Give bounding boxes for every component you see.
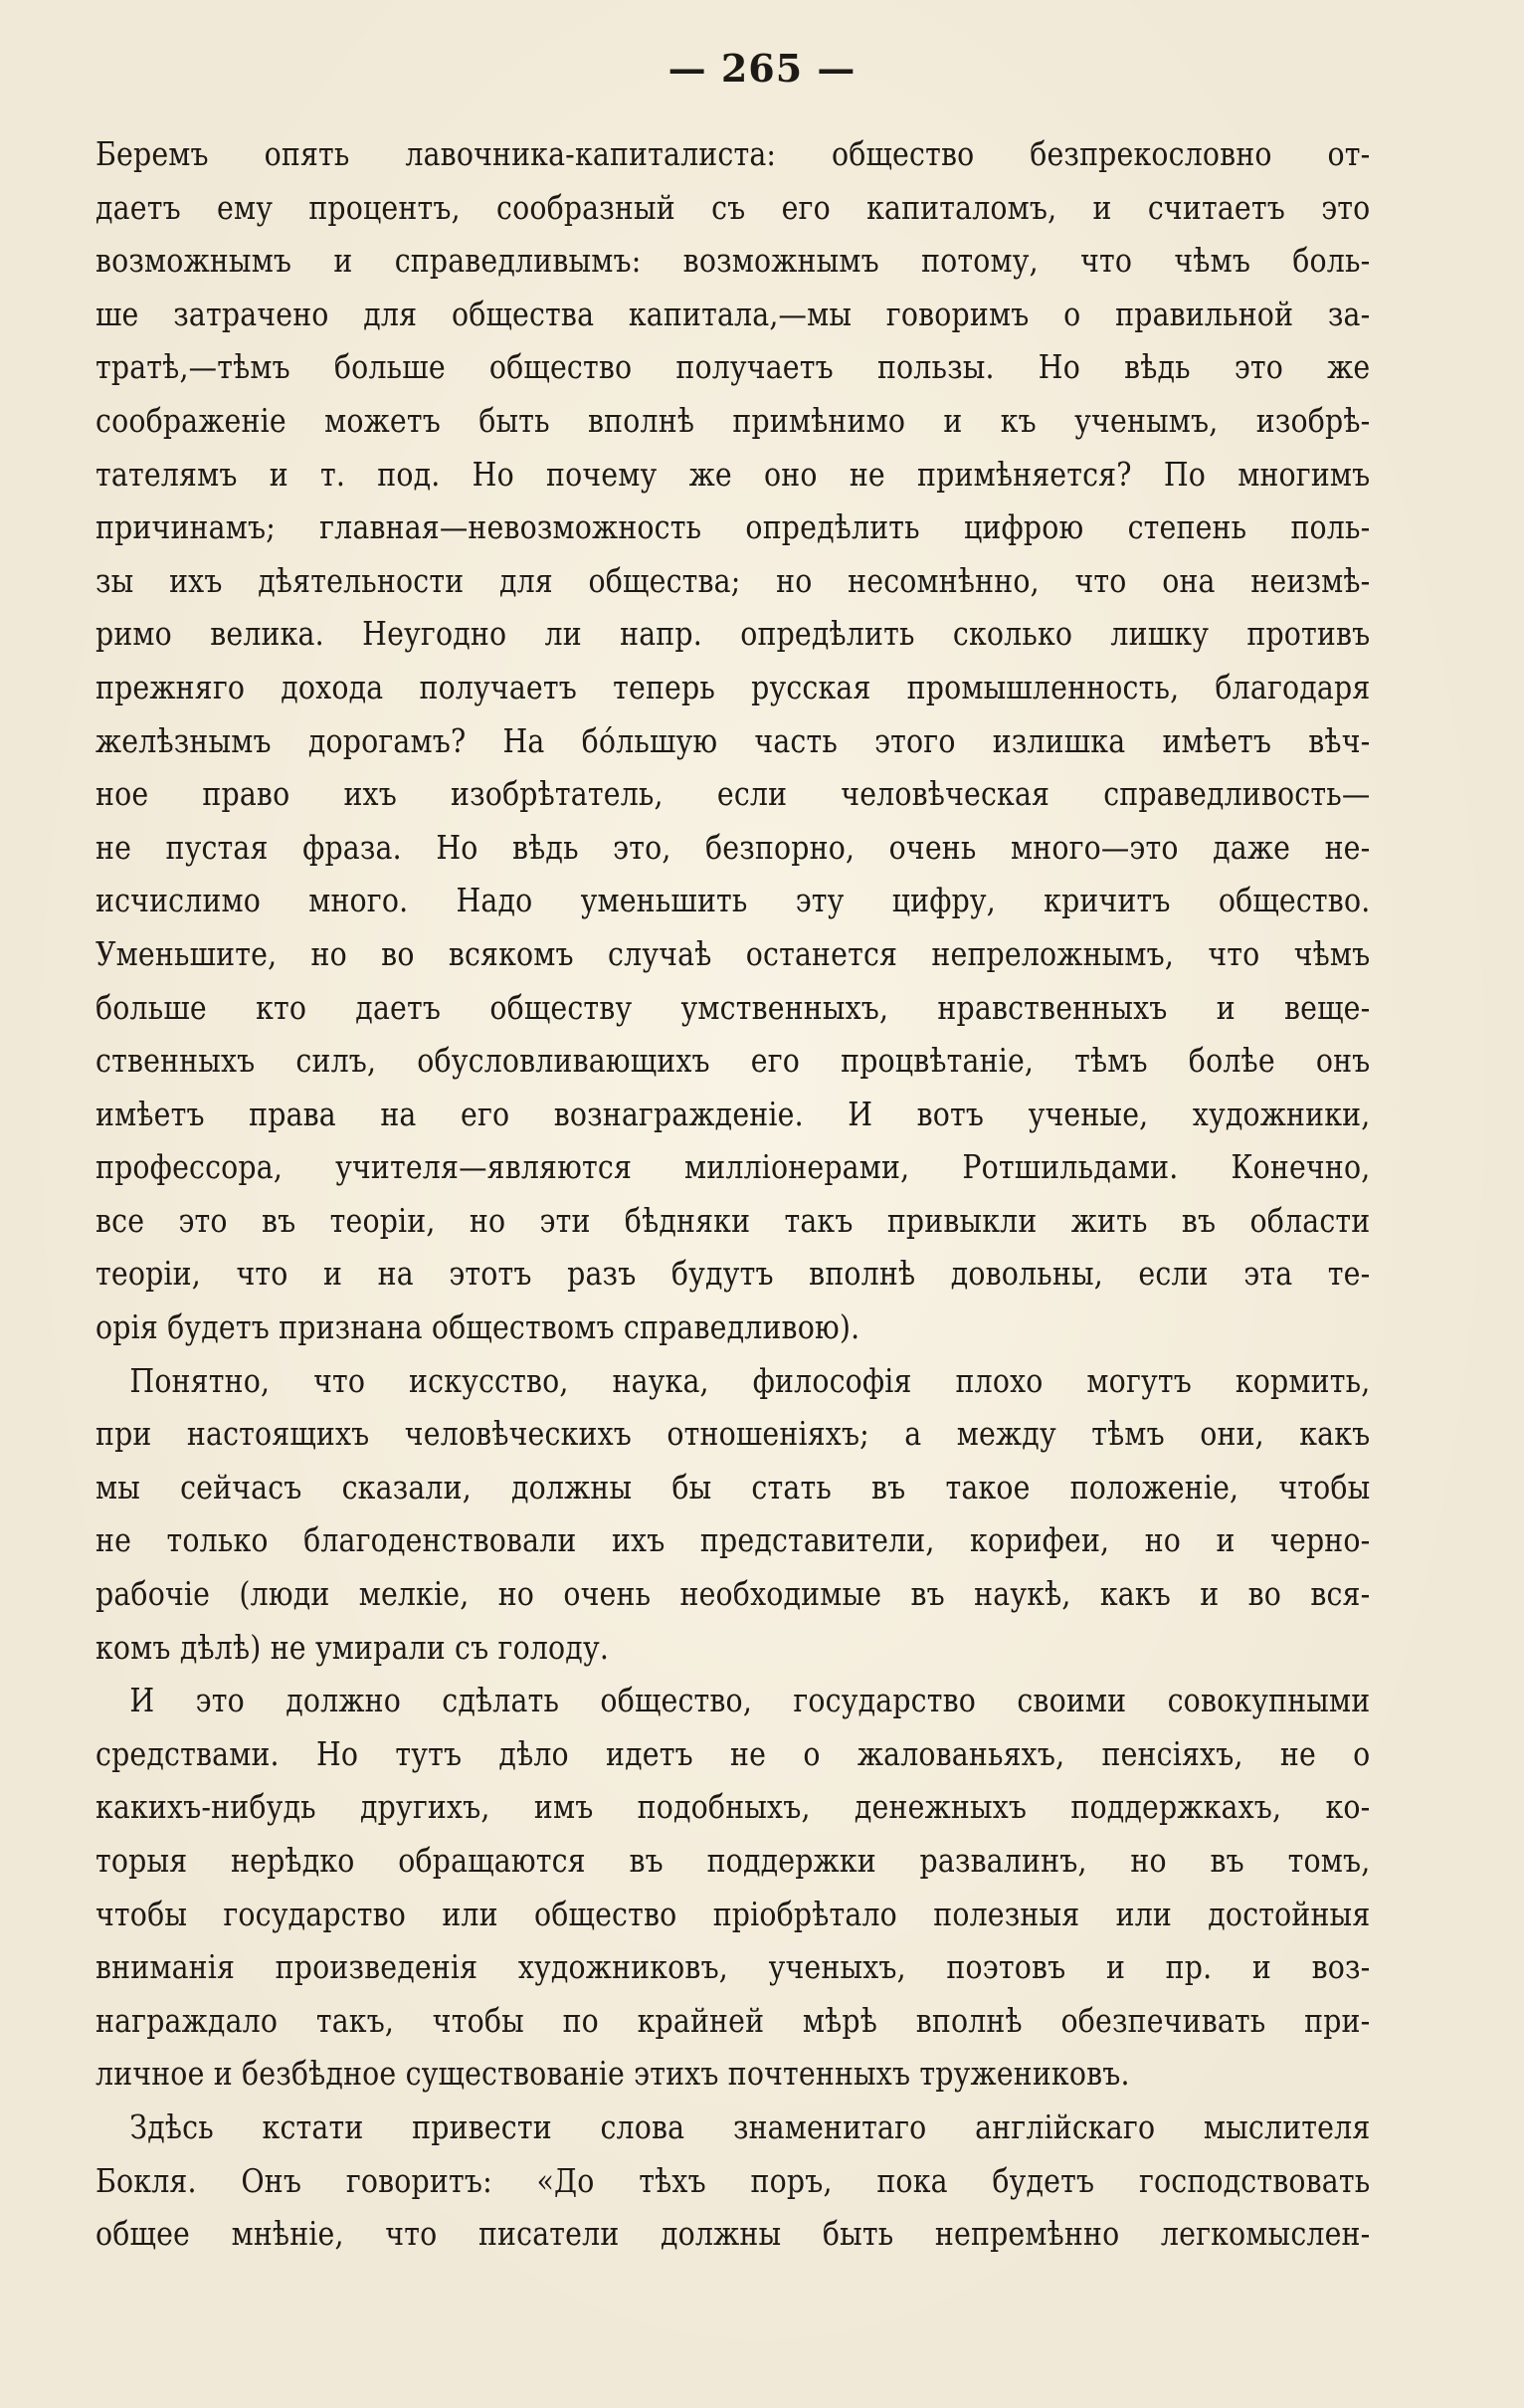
text-line: мы сейчасъ сказали, должны бы стать въ такое положеніе, чтобы — [95, 1467, 1371, 1506]
text-line: не только благоденствовали ихъ представители, корифеи, но и черно- — [95, 1520, 1371, 1560]
text-line: И это должно сдѣлать общество, государство своими совокупными — [129, 1681, 1371, 1720]
text-line: средствами. Но тутъ дѣло идетъ не о жалованьяхъ, пенсіяхъ, не о — [95, 1733, 1371, 1773]
text-line: вниманія произведенія художниковъ, ученыхъ, поэтовъ и пр. и воз- — [95, 1947, 1371, 1987]
text-line: тателямъ и т. под. Но почему же оно не примѣняется? По многимъ — [95, 454, 1371, 494]
text-line: комъ дѣлѣ) не умирали съ голоду. — [95, 1627, 610, 1667]
text-line: причинамъ; главная—невозможность опредѣлить цифрою степень поль- — [95, 507, 1371, 547]
text-line: Уменьшите, но во всякомъ случаѣ останется непреложнымъ, что чѣмъ — [95, 933, 1371, 973]
text-line: при настоящихъ человѣческихъ отношеніяхъ; а между тѣмъ они, какъ — [95, 1414, 1371, 1454]
text-line: ше затрачено для общества капитала,—мы говоримъ о правильной за- — [95, 294, 1371, 333]
text-line: Здѣсь кстати привести слова знаменитаго англійскаго мыслителя — [129, 2107, 1371, 2146]
text-line: общее мнѣніе, что писатели должны быть непремѣнно легкомыслен- — [95, 2214, 1371, 2254]
text-line: орія будетъ признана обществомъ справедливою). — [95, 1307, 860, 1347]
text-line: прежняго дохода получаетъ теперь русская промышленность, благодаря — [95, 667, 1371, 706]
text-line: римо велика. Неугодно ли напр. опредѣлить сколько лишку противъ — [95, 614, 1371, 654]
text-line: соображеніе можетъ быть вполнѣ примѣнимо и къ ученымъ, изобрѣ- — [95, 400, 1371, 440]
text-line: возможнымъ и справедливымъ: возможнымъ потому, что чѣмъ боль- — [95, 241, 1371, 281]
text-line: Понятно, что искусство, наука, философія плохо могутъ кормить, — [129, 1360, 1371, 1400]
text-line: ственныхъ силъ, обусловливающихъ его процвѣтаніе, тѣмъ болѣе онъ — [95, 1041, 1371, 1081]
text-line: желѣзнымъ дорогамъ? На бо́льшую часть этого излишка имѣетъ вѣч- — [95, 720, 1371, 760]
text-line: все это въ теоріи, но эти бѣдняки такъ привыкли жить въ области — [95, 1200, 1371, 1240]
text-line: зы ихъ дѣятельности для общества; но несомнѣнно, что она неизмѣ- — [95, 560, 1371, 600]
text-line: не пустая фраза. Но вѣдь это, безпорно, очень много—это даже не- — [95, 827, 1371, 867]
text-line: имѣетъ права на его вознагражденіе. И вотъ ученые, художники, — [95, 1094, 1371, 1133]
text-line: ное право ихъ изобрѣтатель, если человѣческая справедливость— — [95, 774, 1371, 814]
text-line: чтобы государство или общество пріобрѣтало полезныя или достойныя — [95, 1894, 1371, 1933]
text-line: тратѣ,—тѣмъ больше общество получаетъ пользы. Но вѣдь это же — [95, 347, 1371, 387]
body-text — [95, 127, 1371, 2261]
text-line: профессора, учителя—являются милліонерами, Ротшильдами. Конечно, — [95, 1147, 1371, 1187]
text-line: теоріи, что и на этотъ разъ будутъ вполнѣ довольны, если эта те- — [95, 1254, 1371, 1294]
text-line: больше кто даетъ обществу умственныхъ, нравственныхъ и веще- — [95, 987, 1371, 1027]
text-line: даетъ ему процентъ, сообразный съ его капиталомъ, и считаетъ это — [95, 187, 1371, 227]
page-number: — 265 — — [667, 46, 857, 91]
text-line: личное и безбѣдное существованіе этихъ почтенныхъ тружениковъ. — [95, 2054, 1130, 2094]
text-line: рабочіе (люди мелкіе, но очень необходимые въ наукѣ, какъ и во вся- — [95, 1574, 1371, 1614]
text-line: торыя нерѣдко обращаются въ поддержки развалинъ, но въ томъ, — [95, 1841, 1371, 1880]
text-line: Бокля. Онъ говоритъ: «До тѣхъ поръ, пока будетъ господствовать — [95, 2160, 1371, 2200]
text-line: исчислимо много. Надо уменьшить эту цифру, кричитъ общество. — [95, 881, 1371, 920]
text-line: награждало такъ, чтобы по крайней мѣрѣ вполнѣ обезпечивать при- — [95, 2000, 1371, 2040]
text-line: Беремъ опять лавочника-капиталиста: общество безпрекословно от- — [95, 134, 1371, 173]
text-line: какихъ-нибудь другихъ, имъ подобныхъ, денежныхъ поддержкахъ, ко- — [95, 1787, 1371, 1827]
